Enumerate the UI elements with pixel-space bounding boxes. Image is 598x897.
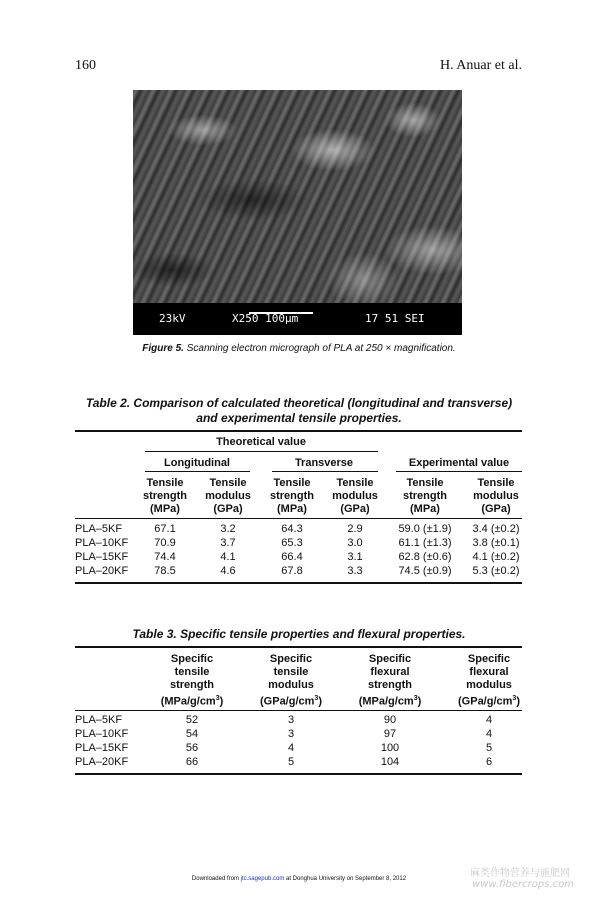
table-cell: 3	[287, 728, 295, 740]
t3-col-header	[260, 653, 322, 709]
table-3-caption: Table 3. Specific tensile properties and flexural properties.	[132, 627, 466, 641]
experimental-header: Experimental value	[408, 457, 510, 469]
row-label: PLA–15KF	[75, 742, 129, 754]
t2-col-header: Tensile modulus (GPa)	[205, 477, 251, 515]
table-cell: 3.8 (±0.1)	[472, 537, 520, 549]
table-cell: 4.1	[220, 551, 236, 563]
watermark-url: www.fibercrops.com	[472, 879, 574, 890]
longitudinal-header: Longitudinal	[164, 457, 230, 469]
table-3-top-rule	[75, 646, 522, 648]
figure-5-label: Figure 5.	[142, 343, 184, 354]
table-cell: 3.7	[220, 537, 236, 549]
table-cell: 5.3 (±0.2)	[472, 565, 520, 577]
table-cell: 3.2	[220, 523, 236, 535]
sem-info-bar	[133, 303, 462, 335]
table-cell: 4	[287, 742, 295, 754]
t2-col-header: Tensile strength (MPa)	[143, 477, 187, 515]
row-label: PLA–20KF	[75, 756, 129, 768]
table-cell: 65.3	[281, 537, 303, 549]
table-cell: 59.0 (±1.9)	[398, 523, 452, 535]
table-2-header-rule	[75, 518, 522, 519]
table-cell: 4.6	[220, 565, 236, 577]
table-2-bottom-rule	[75, 582, 522, 584]
t2-col-header: Tensile modulus (GPa)	[473, 477, 519, 515]
t3-col-header	[161, 653, 224, 709]
table-cell: 90	[383, 714, 397, 726]
table-cell: 62.8 (±0.6)	[398, 551, 452, 563]
running-head-authors: H. Anuar et al.	[439, 58, 522, 73]
theoretical-rule	[145, 451, 378, 452]
watermark-chinese: 麻类作物营养与施肥网	[470, 868, 570, 879]
table-cell: 3.4 (±0.2)	[472, 523, 520, 535]
table-2-caption-line1: Table 2. Comparison of calculated theoretical (longitudinal and transverse)	[85, 396, 513, 410]
t2-col-header: Tensile strength (MPa)	[403, 477, 447, 515]
page-number: 160	[75, 58, 96, 73]
table-2-top-rule	[75, 430, 522, 432]
t3-col-header-unit: $(GPa/g/cm^3)$	[458, 695, 520, 708]
row-label: PLA–5KF	[75, 523, 123, 535]
t3-col-header-text: Specific tensile strength	[170, 653, 214, 691]
table-cell: 66.4	[281, 551, 303, 563]
table-cell: 3.3	[347, 565, 363, 577]
table-cell: 6	[485, 756, 493, 768]
table-2-group-header: Theoretical value	[216, 436, 306, 448]
table-cell: 78.5	[154, 565, 176, 577]
table-cell: 64.3	[281, 523, 303, 535]
t3-col-header-text: Specific flexural strength	[368, 653, 412, 691]
footer-prefix: Downloaded from	[191, 876, 241, 882]
table-cell: 56	[185, 742, 199, 754]
sem-magnification: X250 100μm	[232, 312, 299, 325]
sem-micrograph-image	[133, 90, 462, 335]
table-cell: 4.1 (±0.2)	[472, 551, 520, 563]
row-label: PLA–10KF	[75, 537, 129, 549]
table-2-caption	[60, 396, 538, 426]
transverse-rule	[272, 471, 378, 472]
table-cell: 54	[185, 728, 199, 740]
transverse-header: Transverse	[294, 457, 354, 469]
t3-col-header	[458, 653, 520, 709]
table-cell: 100	[380, 742, 400, 754]
figure-5-caption-text: Scanning electron micrograph of PLA at 250 × magnification.	[183, 343, 456, 354]
table-cell: 61.1 (±1.3)	[398, 537, 452, 549]
footer-suffix: at Donghua University on September 8, 2012	[284, 876, 407, 882]
table-3-bottom-rule	[75, 773, 522, 775]
t3-col-header-text: Specific flexural modulus	[466, 653, 512, 691]
table-cell: 70.9	[154, 537, 176, 549]
table-cell: 74.4	[154, 551, 176, 563]
table-cell: 66	[185, 756, 199, 768]
table-cell: 2.9	[347, 523, 363, 535]
table-cell: 3.0	[347, 537, 363, 549]
experimental-rule	[396, 471, 522, 472]
table-cell: 3.1	[347, 551, 363, 563]
table-cell: 104	[380, 756, 400, 768]
table-2-caption-line2: and experimental tensile properties.	[196, 411, 402, 425]
micrograph-texture	[133, 90, 462, 303]
table-cell: 67.1	[154, 523, 176, 535]
row-label: PLA–20KF	[75, 565, 129, 577]
sem-voltage: 23kV	[159, 312, 186, 325]
row-label: PLA–5KF	[75, 714, 123, 726]
t3-col-header-unit: $(GPa/g/cm^3)$	[260, 695, 322, 708]
table-cell: 67.8	[281, 565, 303, 577]
table-cell: 52	[185, 714, 199, 726]
longitudinal-rule	[145, 471, 250, 472]
t3-col-header	[359, 653, 422, 709]
table-cell: 3	[287, 714, 295, 726]
t3-col-header-text: Specific tensile modulus	[268, 653, 314, 691]
row-label: PLA–10KF	[75, 728, 129, 740]
table-cell: 4	[485, 728, 493, 740]
t2-col-header: Tensile modulus (GPa)	[332, 477, 378, 515]
table-3-header-rule	[75, 710, 522, 711]
journal-link[interactable]: jtc.sagepub.com	[240, 876, 285, 882]
t3-col-header-unit: $(MPa/g/cm^3)$	[358, 695, 422, 708]
t3-col-header-unit: $(MPa/g/cm^3)$	[160, 695, 224, 708]
table-cell: 4	[485, 714, 493, 726]
t2-col-header: Tensile strength (MPa)	[270, 477, 314, 515]
row-label: PLA–15KF	[75, 551, 129, 563]
table-cell: 5	[485, 742, 493, 754]
table-cell: 74.5 (±0.9)	[398, 565, 452, 577]
figure-5-caption	[0, 343, 598, 354]
table-cell: 97	[383, 728, 397, 740]
table-cell: 5	[287, 756, 295, 768]
sem-detector: 17 51 SEI	[365, 312, 425, 325]
